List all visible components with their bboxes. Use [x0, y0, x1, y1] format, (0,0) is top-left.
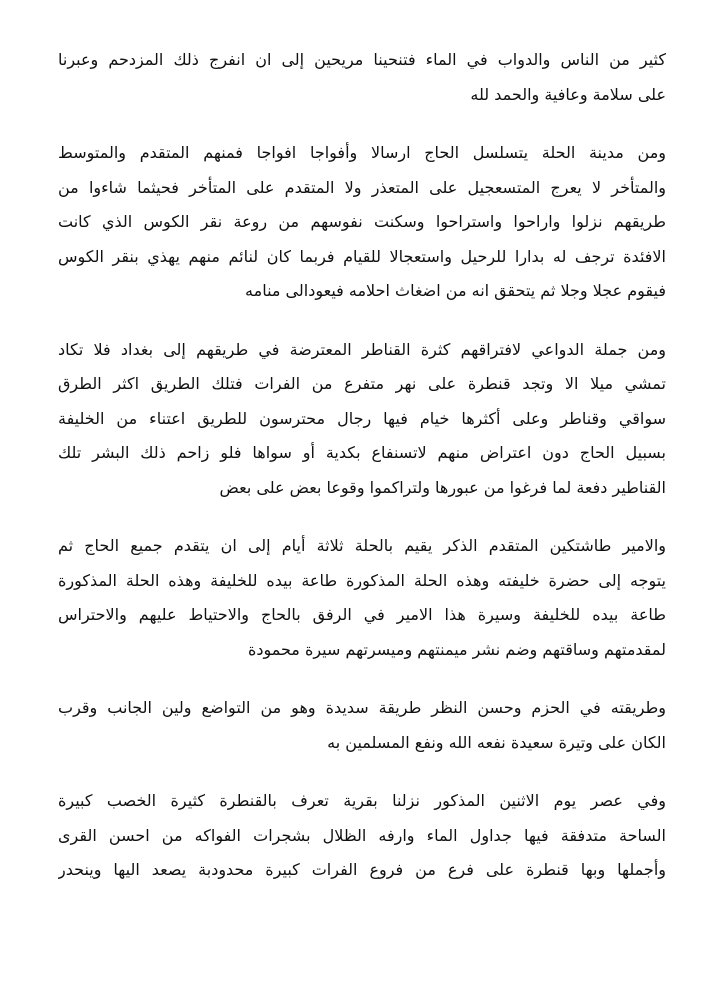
text-line: يتوجه إلى حضرة خليفته وهذه الحلة المذكورة طاعة بيده للخليفة وهذه الحلة المذكورة [58, 570, 666, 590]
text-line: ومن جملة الدواعي لافتراقهم كثرة القناطر المعترضة في طريقهم إلى بغداد فلا تكاد [58, 339, 666, 359]
text-line: وأجملها وبها قنطرة على فرع من فروع الفرات كبيرة محدودبة يصعد اليها وينحدر [58, 860, 666, 879]
text-line: تمشي ميلا الا وتجد قنطرة على نهر متفرع من الفرات فتلك الطريق اكثر الطرق [58, 374, 666, 393]
text-line: كثير من الناس والدواب في الماء فتنحينا مريحين إلى ان انفرج ذلك المزدحم وعبرنا [58, 50, 666, 69]
text-line: الساحة متدفقة فيها جداول الماء وارفه الظلال بشجرات الفواكه من احسن القرى [58, 825, 666, 845]
text-line: القناطير دفعة لما فرغوا من عبورها ولتراكموا وقوعا بعض على بعض [219, 477, 666, 497]
paragraph [58, 333, 666, 506]
paragraph [58, 43, 666, 112]
text-line: على سلامة وعافية والحمد لله [470, 84, 666, 104]
text-line: ومن مدينة الحلة يتسلسل الحاج ارسالا وأفواجا افواجا فمنهم المتقدم والمتوسط [58, 143, 666, 162]
paragraph [58, 529, 666, 667]
text-line: والمتأخر لا يعرج المتسعجيل على المتعذر ولا المتقدم على المتأخر فحيثما شاءوا من [58, 177, 666, 197]
text-line: طريقهم نزلوا واراحوا واستراحوا وسكنت نفوسهم من روعة نقر الكوس الذي كانت [58, 212, 666, 231]
document-page [58, 43, 666, 912]
paragraph [58, 784, 666, 888]
text-line: سواقي وقناطر وعلى أكثرها خيام فيها رجال محترسون للطريق اعتناء من الخليفة [58, 408, 666, 428]
paragraph [58, 691, 666, 760]
text-line: وطريقته في الحزم وحسن النظر طريقة سديدة وهو من التواضع ولين الجانب وقرب [58, 698, 666, 717]
text-line: والامير طاشتكين المتقدم الذكر يقيم بالحلة ثلاثة أيام إلى ان يتقدم جميع الحاج ثم [58, 536, 666, 555]
text-line: فيقوم عجلا وجلا ثم يتحقق انه من اضغاث احلامه فيعودالى منامه [245, 281, 666, 300]
text-line: طاعة بيده للخليفة وسيرة هذا الامير في الرفق بالحاج والاحتياط عليهم والاحتراس [58, 605, 666, 624]
text-line: الكان على وتيرة سعيدة نفعه الله ونفع المسلمين به [327, 732, 666, 752]
text-line: لمقدمتهم وساقتهم وضم نشر ميمنتهم وميسرتهم سيرة محمودة [247, 639, 666, 659]
paragraph [58, 136, 666, 309]
text-line: الافئدة ترجف له بدارا للرحيل واستعجالا للقيام فربما كان لنائم منهم يهذي بنقر الكوس [58, 246, 666, 266]
text-line: بسبيل الحاج دون اعتراض منهم لاتسنفاع بكدية أو سواها فلو زاحم ذلك البشر تلك [58, 443, 666, 462]
text-line: وفي عصر يوم الاثنين المذكور نزلنا بقرية تعرف بالقنطرة كثيرة الخصب كبيرة [58, 791, 666, 810]
